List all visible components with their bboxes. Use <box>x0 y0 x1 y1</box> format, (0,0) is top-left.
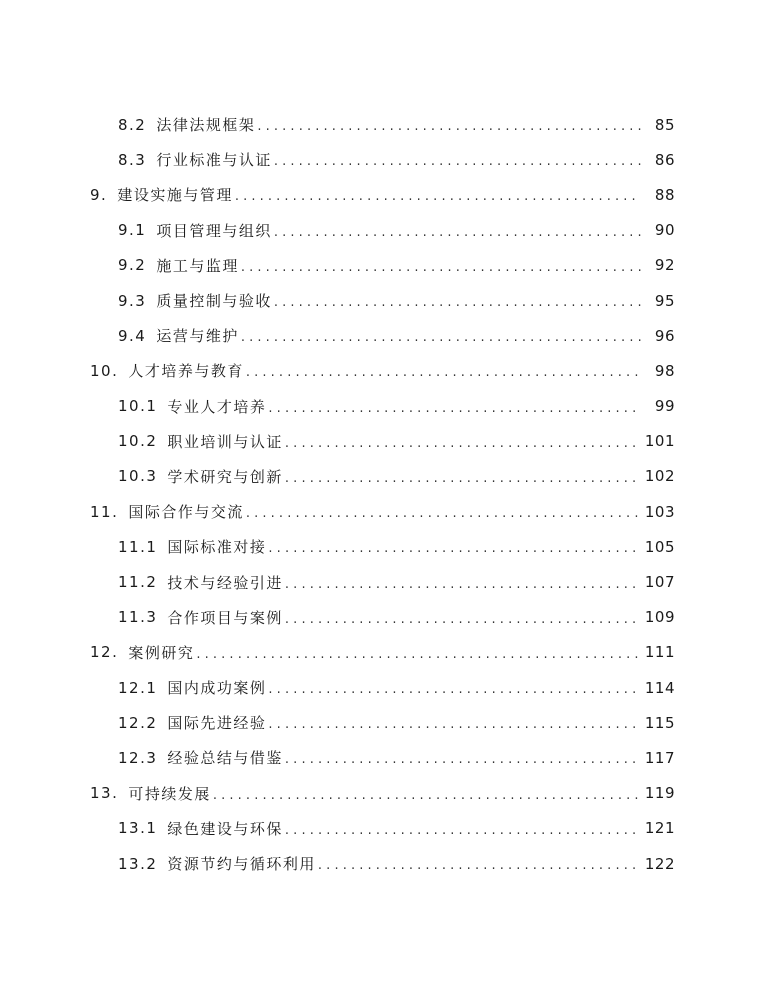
toc-entry-number: 12.2 <box>118 714 167 732</box>
toc-entry-number: 9.2 <box>118 256 156 274</box>
toc-entry-page: 86 <box>641 151 675 169</box>
toc-entry-9-4[interactable] <box>0 318 675 353</box>
toc-entry-number: 12.3 <box>118 749 167 767</box>
toc-entry-number: 11.1 <box>118 538 167 556</box>
toc-entry-title: 职业培训与认证 <box>167 432 283 451</box>
toc-entry-number: 8.3 <box>118 151 156 169</box>
dot-leader <box>285 823 641 838</box>
toc-entry-title: 法律法规框架 <box>156 116 256 135</box>
toc-entry-13-2[interactable] <box>0 846 675 881</box>
toc-entry-page: 121 <box>641 819 675 837</box>
toc-entry-page: 95 <box>641 292 675 310</box>
dot-leader <box>285 577 641 592</box>
dot-leader <box>196 647 640 662</box>
toc-entry-title: 运营与维护 <box>156 327 239 346</box>
toc-entry-12-2[interactable] <box>0 705 675 740</box>
toc-entry-title: 绿色建设与环保 <box>167 819 283 838</box>
toc-entry-9[interactable] <box>0 177 675 212</box>
toc-entry-page: 85 <box>641 116 675 134</box>
dot-leader <box>274 295 641 310</box>
toc-entry-page: 105 <box>641 538 675 556</box>
toc-entry-number: 11.3 <box>118 608 167 626</box>
toc-entry-page: 102 <box>641 467 675 485</box>
toc-entry-page: 92 <box>641 256 675 274</box>
toc-entry-title: 国内成功案例 <box>167 679 267 698</box>
toc-entry-11[interactable] <box>0 494 675 529</box>
dot-leader <box>285 471 641 486</box>
toc-entry-10[interactable] <box>0 353 675 388</box>
toc-entry-number: 9.4 <box>118 327 156 345</box>
toc-entry-page: 96 <box>641 327 675 345</box>
dot-leader <box>257 119 641 134</box>
toc-entry-title: 可持续发展 <box>128 784 211 803</box>
toc-entry-9-2[interactable] <box>0 248 675 283</box>
toc-entry-number: 9.3 <box>118 292 156 310</box>
toc-entry-page: 99 <box>641 397 675 415</box>
toc-entry-12-3[interactable] <box>0 740 675 775</box>
toc-entry-page: 117 <box>641 749 675 767</box>
toc-entry-page: 88 <box>641 186 675 204</box>
dot-leader <box>246 506 641 521</box>
toc-entry-page: 98 <box>641 362 675 380</box>
toc-entry-page: 115 <box>641 714 675 732</box>
toc-entry-number: 13.2 <box>118 855 167 873</box>
toc-entry-page: 111 <box>641 643 675 661</box>
toc-entry-number: 9. <box>90 186 117 204</box>
toc-entry-number: 10.3 <box>118 467 167 485</box>
toc-entry-title: 国际先进经验 <box>167 714 267 733</box>
toc-entry-number: 10.2 <box>118 432 167 450</box>
toc-entry-page: 122 <box>641 855 675 873</box>
toc-entry-title: 案例研究 <box>128 643 195 662</box>
dot-leader <box>268 541 640 556</box>
toc-entry-title: 技术与经验引进 <box>167 573 283 592</box>
dot-leader <box>268 682 640 697</box>
toc-entry-title: 合作项目与案例 <box>167 608 283 627</box>
toc-entry-title: 国际标准对接 <box>167 538 267 557</box>
toc-entry-title: 资源节约与循环利用 <box>167 855 316 874</box>
dot-leader <box>268 401 641 416</box>
toc-entry-number: 11. <box>90 503 128 521</box>
toc-entry-page: 114 <box>641 679 675 697</box>
toc-entry-number: 13.1 <box>118 819 167 837</box>
toc-entry-number: 11.2 <box>118 573 167 591</box>
toc-entry-title: 项目管理与组织 <box>156 221 272 240</box>
toc-entry-13[interactable] <box>0 776 675 811</box>
toc-entry-11-3[interactable] <box>0 600 675 635</box>
toc-entry-page: 103 <box>641 503 675 521</box>
dot-leader <box>246 365 641 380</box>
table-of-contents <box>0 107 765 881</box>
toc-entry-number: 13. <box>90 784 128 802</box>
toc-entry-12[interactable] <box>0 635 675 670</box>
toc-entry-number: 9.1 <box>118 221 156 239</box>
dot-leader <box>318 858 641 873</box>
toc-entry-number: 12. <box>90 643 128 661</box>
dot-leader <box>274 154 641 169</box>
toc-entry-11-2[interactable] <box>0 564 675 599</box>
toc-entry-11-1[interactable] <box>0 529 675 564</box>
toc-entry-number: 8.2 <box>118 116 156 134</box>
toc-entry-8-3[interactable] <box>0 142 675 177</box>
toc-entry-number: 12.1 <box>118 679 167 697</box>
dot-leader <box>235 189 641 204</box>
dot-leader <box>285 752 641 767</box>
dot-leader <box>241 260 641 275</box>
dot-leader <box>213 788 641 803</box>
toc-entry-10-1[interactable] <box>0 389 675 424</box>
dot-leader <box>285 612 641 627</box>
toc-entry-title: 人才培养与教育 <box>128 362 244 381</box>
dot-leader <box>241 330 641 345</box>
dot-leader <box>268 717 640 732</box>
toc-entry-number: 10. <box>90 362 128 380</box>
toc-entry-8-2[interactable] <box>0 107 675 142</box>
dot-leader <box>285 436 641 451</box>
toc-entry-title: 学术研究与创新 <box>167 467 283 486</box>
toc-entry-page: 119 <box>641 784 675 802</box>
toc-entry-page: 107 <box>641 573 675 591</box>
toc-entry-title: 经验总结与借鉴 <box>167 749 283 768</box>
toc-entry-page: 90 <box>641 221 675 239</box>
toc-entry-title: 行业标准与认证 <box>156 151 272 170</box>
toc-entry-13-1[interactable] <box>0 811 675 846</box>
toc-entry-title: 国际合作与交流 <box>128 503 244 522</box>
toc-entry-10-3[interactable] <box>0 459 675 494</box>
toc-entry-title: 施工与监理 <box>156 256 239 275</box>
toc-entry-10-2[interactable] <box>0 424 675 459</box>
toc-entry-9-1[interactable] <box>0 213 675 248</box>
toc-entry-page: 101 <box>641 432 675 450</box>
toc-entry-number: 10.1 <box>118 397 167 415</box>
toc-entry-page: 109 <box>641 608 675 626</box>
toc-entry-title: 质量控制与验收 <box>156 292 272 311</box>
toc-entry-9-3[interactable] <box>0 283 675 318</box>
toc-entry-title: 专业人才培养 <box>167 397 267 416</box>
dot-leader <box>274 225 641 240</box>
toc-entry-12-1[interactable] <box>0 670 675 705</box>
toc-entry-title: 建设实施与管理 <box>117 186 233 205</box>
